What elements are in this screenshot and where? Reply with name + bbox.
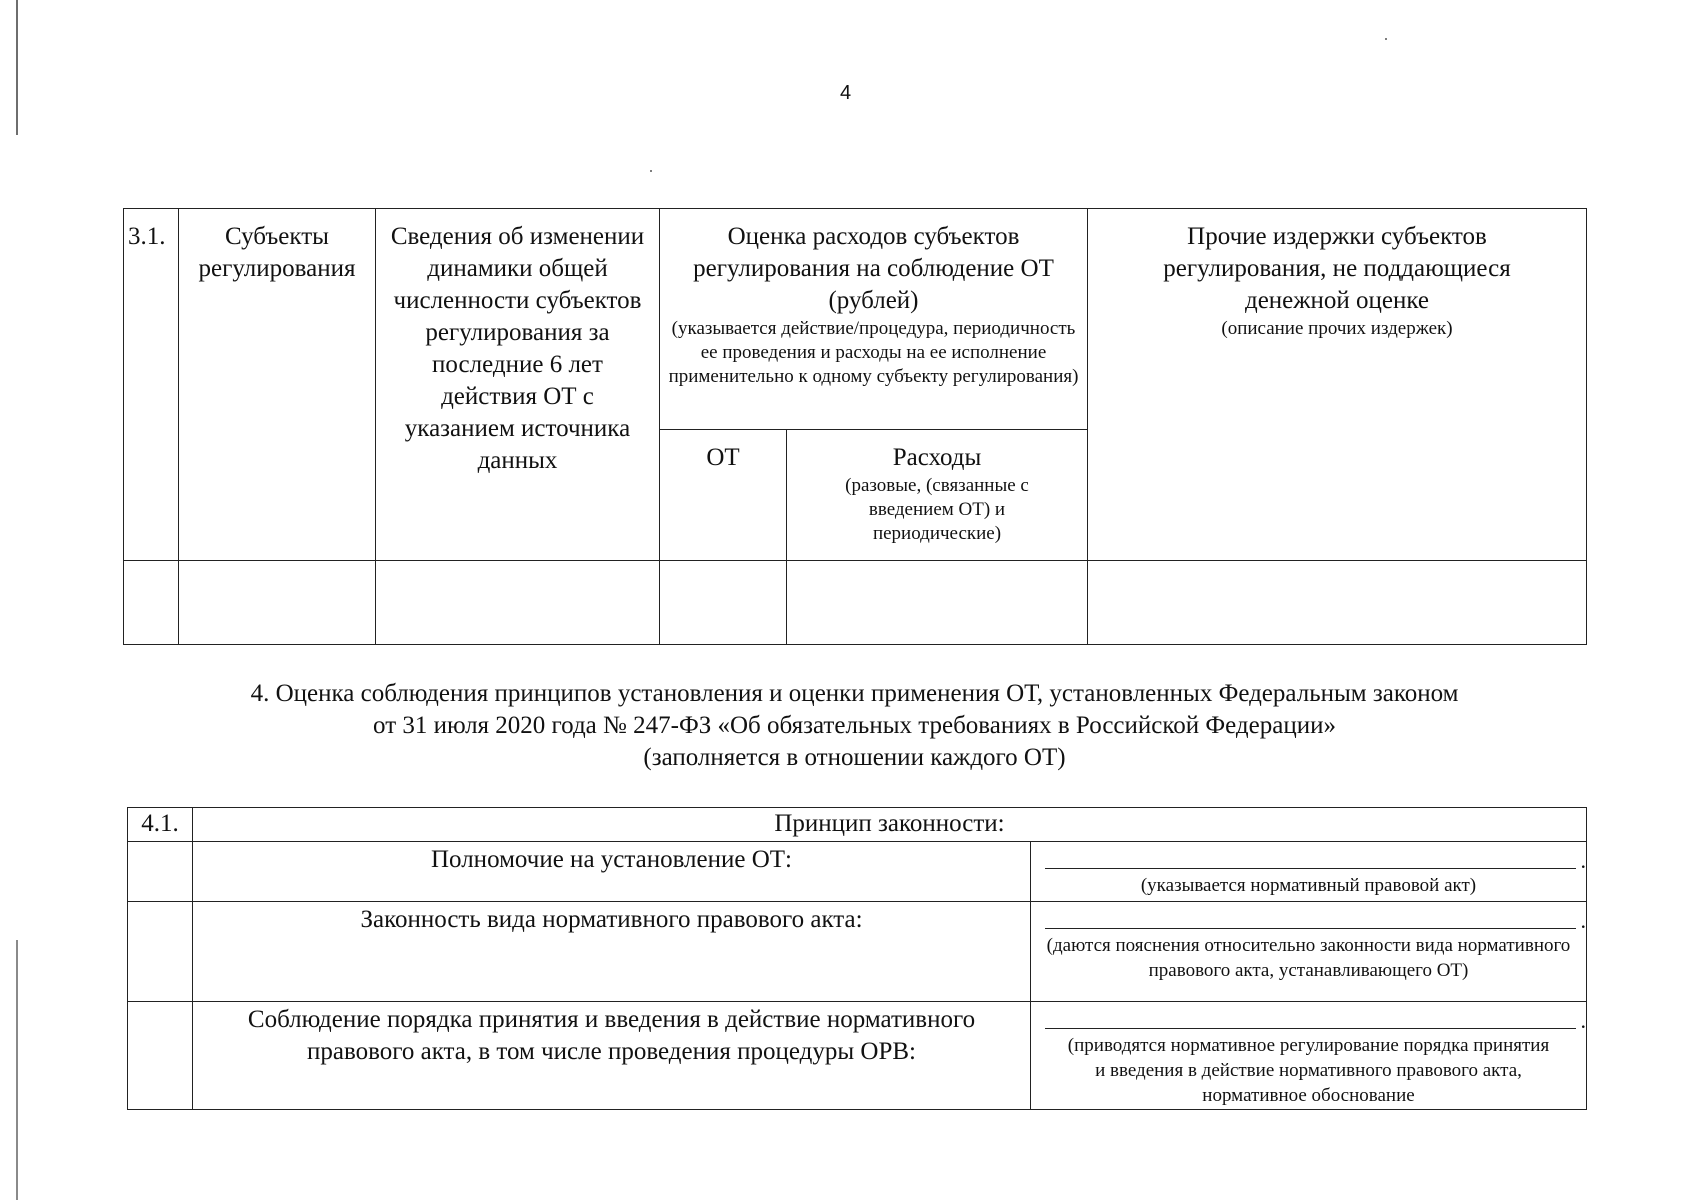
empty-cell: [179, 561, 376, 645]
row-number: 3.1.: [128, 223, 166, 250]
fill-in-line: [1045, 1008, 1586, 1033]
empty-cell: [124, 561, 179, 645]
fill-in-line: [1045, 848, 1586, 873]
criterion-note: (указывается нормативный правовой акт): [1140, 875, 1477, 896]
header-dynamics: Сведения об изменении динамики общей численности субъектов регулирования за последние 6 лет действия ОТ с указанием источника данных: [376, 209, 660, 561]
header-costs-note: (указывается действие/процедура, периодичность ее проведения и расходы на ее исполнение применительно к одному субъекту регулирования): [668, 318, 1079, 387]
empty-cell: [787, 561, 1088, 645]
header-expenses-title: Расходы: [892, 444, 982, 471]
header-costs-title: Оценка расходов субъектов регулирования на соблюдение ОТ (рублей): [693, 223, 1054, 314]
fill-in-line: [1045, 908, 1586, 933]
header-costs: [660, 209, 1088, 430]
scan-edge: [16, 0, 18, 135]
scan-edge: [16, 940, 18, 1200]
empty-cell: [660, 561, 787, 645]
fill-cell: [1031, 1002, 1587, 1110]
page-number: 4: [839, 82, 852, 104]
header-expenses: [787, 430, 1088, 561]
section-4-title-line: 4. Оценка соблюдения принципов установления и оценки применения ОТ, установленных Федеральным законом: [250, 680, 1459, 707]
criterion-note: (даются пояснения относительно законности вида нормативного правового акта, устанавливающего ОТ): [1046, 935, 1571, 981]
section-4-title-line: (заполняется в отношении каждого ОТ): [643, 744, 1066, 771]
empty-cell: [128, 902, 193, 1002]
criterion-label: Законность вида нормативного правового акта:: [193, 902, 1031, 1002]
criterion-note: (приводятся нормативное регулирование порядка принятия и введения в действие нормативного правового акта, нормативное обоснование: [1067, 1035, 1550, 1106]
empty-cell: [1088, 561, 1587, 645]
empty-cell: [128, 1002, 193, 1110]
principle-heading: Принцип законности:: [193, 808, 1587, 842]
table-section-4: [127, 807, 1587, 1110]
section-4-title-line: от 31 июля 2020 года № 247-ФЗ «Об обязательных требованиях в Российской Федерации»: [373, 712, 1336, 739]
header-expenses-note: (разовые, (связанные с введением ОТ) и периодические): [845, 475, 1029, 544]
line-end: .: [1580, 908, 1586, 933]
empty-cell: [128, 842, 193, 902]
scan-speck: [1385, 38, 1387, 40]
section-4-title: [123, 678, 1586, 774]
fill-cell: [1031, 842, 1587, 902]
row-number: 4.1.: [141, 810, 179, 837]
scan-speck: [650, 170, 652, 172]
empty-cell: [376, 561, 660, 645]
header-subjects: Субъекты регулирования: [179, 209, 376, 561]
line-end: .: [1580, 848, 1586, 873]
criterion-label: Полномочие на установление ОТ:: [193, 842, 1031, 902]
header-other: [1088, 209, 1587, 561]
criterion-label: Соблюдение порядка принятия и введения в действие нормативного правового акта, в том числе проведения процедуры ОРВ:: [193, 1002, 1031, 1110]
header-ot: ОТ: [660, 430, 787, 561]
header-other-note: (описание прочих издержек): [1221, 318, 1453, 339]
row-number-cell: [124, 209, 179, 561]
row-number-cell: [128, 808, 193, 842]
header-other-title: Прочие издержки субъектов регулирования, не поддающиеся денежной оценке: [1163, 223, 1511, 314]
fill-cell: [1031, 902, 1587, 1002]
table-section-3: [123, 208, 1587, 645]
line-end: .: [1580, 1008, 1586, 1033]
